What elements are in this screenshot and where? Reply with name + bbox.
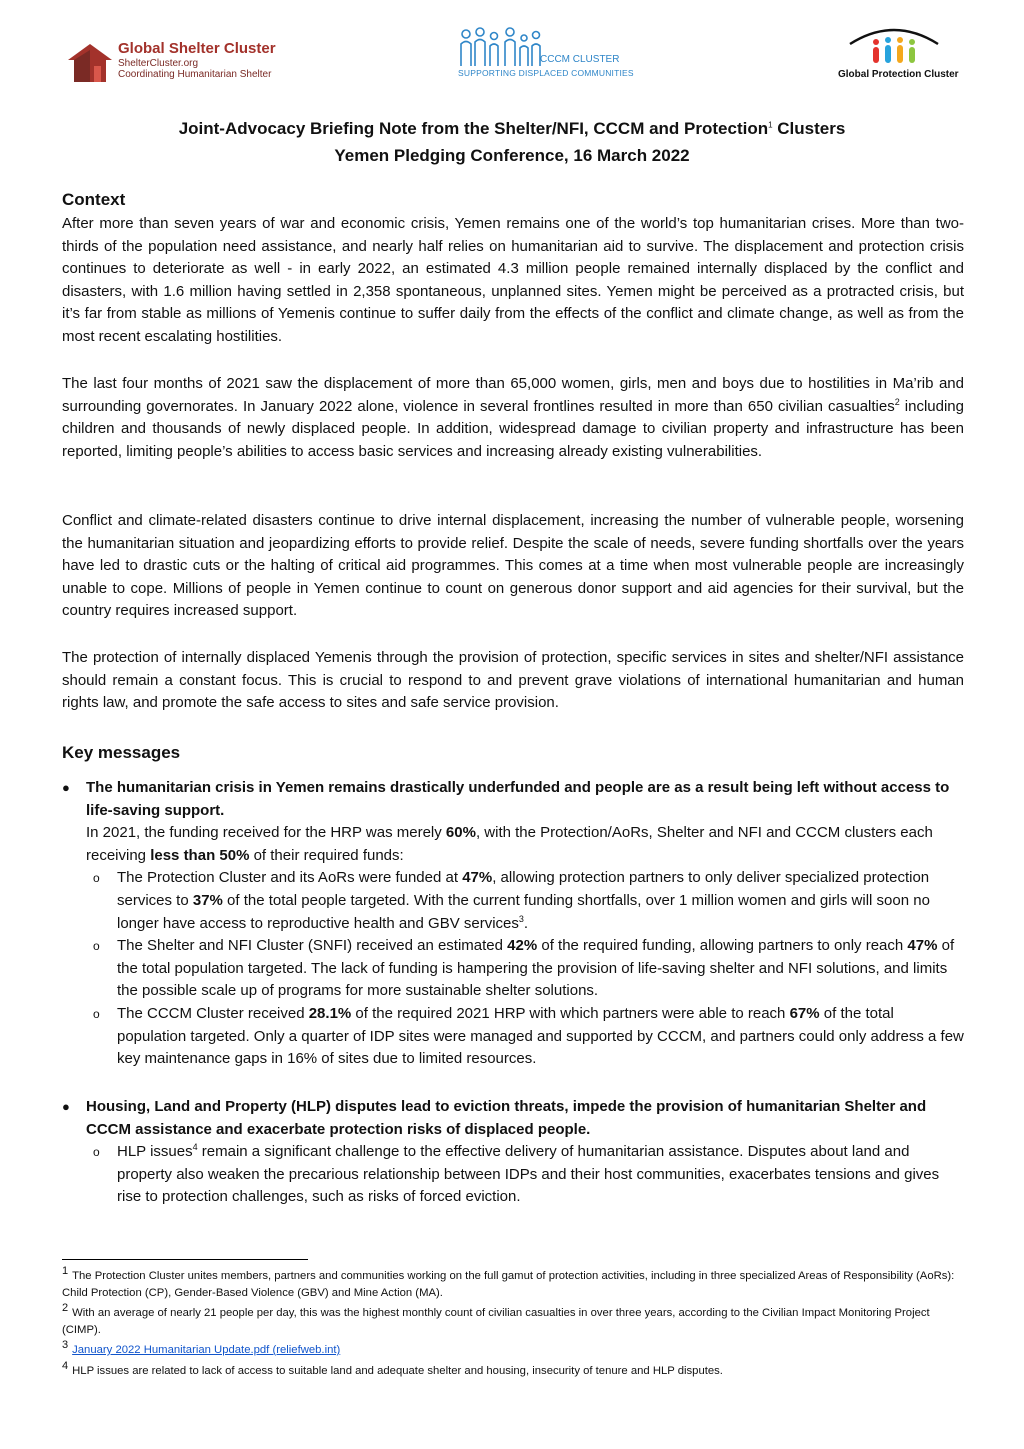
- s2-value-reach: 47%: [907, 937, 938, 955]
- gsc-name: Global Shelter Cluster: [118, 40, 276, 57]
- s1-text-a: The Protection Cluster and its AoRs were funded at: [117, 869, 463, 887]
- footnote-text: HLP issues are related to lack of access to suitable land and adequate shelter and housing, insecurity of tenure and HLP disputes.: [72, 1364, 723, 1377]
- title-line1: Joint-Advocacy Briefing Note from the Shelter/NFI, CCCM and Protection: [178, 119, 769, 138]
- s1-value-funded: 47%: [462, 869, 493, 887]
- hlp-text-a: HLP issues: [117, 1143, 193, 1161]
- global-shelter-cluster-logo: [66, 40, 316, 84]
- key-message-1-text: [86, 822, 964, 867]
- hlp-text-b: remain a significant challenge to the effective delivery of humanitarian assistance. Disputes about land and property also weaken the precarious relationship between IDPs and their host communities, exacerbates tensions and gives rise to protection challenges, such as risks of forced eviction.: [117, 1143, 940, 1206]
- gsc-line2: ShelterCluster.org: [118, 58, 199, 69]
- people-silhouette-icon: [458, 26, 542, 68]
- sub-item-protection: [93, 867, 964, 935]
- context-paragraph-3: Conflict and climate-related disasters continue to drive internal displacement, increasing the number of vulnerable people, worsening the humanitarian situation and jeopardizing efforts to provide relief. Despite the scale of needs, severe funding shortfalls over the years have led to drastic cuts or the halting of critical aid programmes. This comes at a time when most vulnerable people are increasingly unable to cope. Millions of people in Yemen continue to count on generous donor support and aid agencies for their survival, but the country requires increased support.: [62, 512, 964, 620]
- s1-value-reach: 37%: [192, 891, 223, 909]
- s3-text-a: The CCCM Cluster received: [117, 1004, 309, 1022]
- sub-item-hlp: [93, 1141, 964, 1209]
- footnote-text: With an average of nearly 21 people per day, this was the highest monthly count of civilian casualties in over three years, according to the Civilian Impact Monitoring Project (CIMP).: [62, 1307, 930, 1336]
- footnote-number: 4: [62, 1359, 69, 1372]
- p2-text-a: The last four months of 2021 saw the displacement of more than 65,000 women, girls, men and boys due to hostilities in Ma’rib and surrounding governorates. In January 2022 alone, violence in several frontlines resulted in more than 650 civilian casualties: [62, 375, 964, 415]
- sub-item-cccm: [93, 1003, 964, 1071]
- bullet-marker: ●: [62, 1099, 70, 1114]
- cccm-name: CCCM CLUSTER: [540, 54, 620, 65]
- s1-text-e: of the total people targeted. With the current funding shortfalls, over 1 million women and girls will soon no longer have access to reproductive health and GBV services: [117, 891, 930, 932]
- b1-text-3: of their required funds:: [249, 846, 404, 864]
- sub-bullet-marker: o: [93, 939, 100, 954]
- house-icon: [66, 40, 114, 84]
- sub-bullet-marker: o: [93, 1006, 100, 1021]
- b1-value-clusters: less than 50%: [150, 846, 250, 864]
- s2-text-c: of the required funding, allowing partners to only reach: [537, 937, 908, 955]
- s3-text-c: of the required 2021 HRP with which partners were able to reach: [351, 1004, 790, 1022]
- document-title: [0, 119, 1024, 139]
- b1-text-1: In 2021, the funding received for the HRP was merely: [86, 824, 446, 842]
- footnote-2: [62, 1302, 964, 1338]
- people-arc-icon: [844, 22, 944, 68]
- sub-bullet-marker: o: [93, 1145, 100, 1160]
- footnote-1: [62, 1265, 964, 1301]
- context-heading: Context: [62, 190, 126, 209]
- footnote-ref-3: 3: [518, 913, 524, 924]
- cccm-tagline: SUPPORTING DISPLACED COMMUNITIES: [458, 68, 634, 78]
- s1-text-f: .: [523, 914, 529, 932]
- footnote-divider: [62, 1259, 308, 1260]
- footnote-number: 3: [62, 1339, 69, 1352]
- document-subtitle: Yemen Pledging Conference, 16 March 2022: [334, 146, 690, 165]
- bullet-marker: ●: [62, 780, 70, 795]
- title-footnote-ref: 1: [768, 120, 773, 130]
- footnote-3: [62, 1339, 964, 1359]
- gpc-name: Global Protection Cluster: [838, 69, 959, 80]
- s2-value-funded: 42%: [507, 937, 538, 955]
- footnote-number: 1: [62, 1265, 69, 1278]
- reliefweb-link[interactable]: January 2022 Humanitarian Update.pdf (reliefweb.int): [72, 1344, 341, 1356]
- context-paragraph-2: [62, 373, 964, 463]
- key-message-2-heading: Housing, Land and Property (HLP) disputes lead to eviction threats, impede the provision of humanitarian Shelter and CCCM assistance and exacerbate protection risks of displaced people.: [86, 1098, 927, 1138]
- s1-text-c: , allowing protection partners to only deliver specialized protection services to: [117, 869, 930, 909]
- footnote-text: The Protection Cluster unites members, partners and communities working on the full gamut of protection activities, including in three specialized Areas of Responsibility (AoRs): Child Protection (CP), Gender-Based Violence (GBV) and Mine Action (MA).: [62, 1270, 955, 1299]
- key-message-2: [62, 1096, 964, 1209]
- footnote-4: [62, 1359, 964, 1380]
- sub-bullet-marker: o: [93, 871, 100, 886]
- s2-text-e: of the total population targeted. The lack of funding is hampering the provision of life-saving shelter and NFI solutions, and limits the possible scale up of programs for more sustainable shelter solutions.: [117, 937, 955, 1000]
- key-message-1: [62, 777, 964, 1071]
- s2-text-a: The Shelter and NFI Cluster (SNFI) received an estimated: [117, 937, 508, 955]
- b1-value-hrp: 60%: [445, 824, 476, 842]
- cccm-cluster-logo: [458, 26, 638, 82]
- gsc-line3: Coordinating Humanitarian Shelter: [118, 69, 272, 80]
- context-paragraph-1: After more than seven years of war and economic crisis, Yemen remains one of the world’s top humanitarian crises. More than two-thirds of the population need assistance, and nearly half relies on humanitarian aid to survive. The displacement and protection crisis continues to deteriorate as well - in early 2022, an estimated 4.3 million people remained internally displaced by the conflict and disasters, with 1.6 million having settled in 2,358 spontaneous, unplanned sites. Yemen might be perceived as a protracted crisis, but it’s far from stable as millions of Yemenis continue to suffer daily from the effects of the conflict and climate change, as well as from the most recent escalating hostilities.: [62, 215, 964, 345]
- s3-value-reach: 67%: [789, 1004, 820, 1022]
- footnote-number: 2: [62, 1302, 69, 1315]
- title-line1-end: Clusters: [772, 119, 846, 138]
- p2-text-b: including children and thousands of newly displaced people. In addition, widespread damage to civilian property and infrastructure has been reported, limiting people’s abilities to access basic services and increasing already existing vulnerabilities.: [62, 397, 964, 460]
- footnote-ref-4: 4: [192, 1142, 198, 1153]
- footnote-ref-2: 2: [894, 396, 900, 407]
- s3-value-funded: 28.1%: [308, 1004, 352, 1022]
- footnotes: [62, 1265, 964, 1383]
- key-message-1-heading: The humanitarian crisis in Yemen remains drastically underfunded and people are as a result being left without access to life-saving support.: [86, 779, 950, 819]
- global-protection-cluster-logo: [836, 22, 959, 86]
- context-paragraph-4: The protection of internally displaced Yemenis through the provision of protection, specific services in sites and shelter/NFI assistance should remain a constant focus. This is crucial to respond to and prevent grave violations of international humanitarian and human rights law, and promote the safe access to sites and safe service provision.: [62, 649, 964, 712]
- s3-text-e: of the total population targeted. Only a quarter of IDP sites were managed and supported by CCCM, and partners could only address a few key maintenance gaps in 16% of sites due to limited resources.: [117, 1004, 964, 1068]
- key-messages-heading: Key messages: [62, 743, 181, 762]
- sub-item-shelter: [93, 935, 964, 1003]
- b1-text-2: , with the Protection/AoRs, Shelter and NFI and CCCM clusters each receiving: [86, 824, 933, 864]
